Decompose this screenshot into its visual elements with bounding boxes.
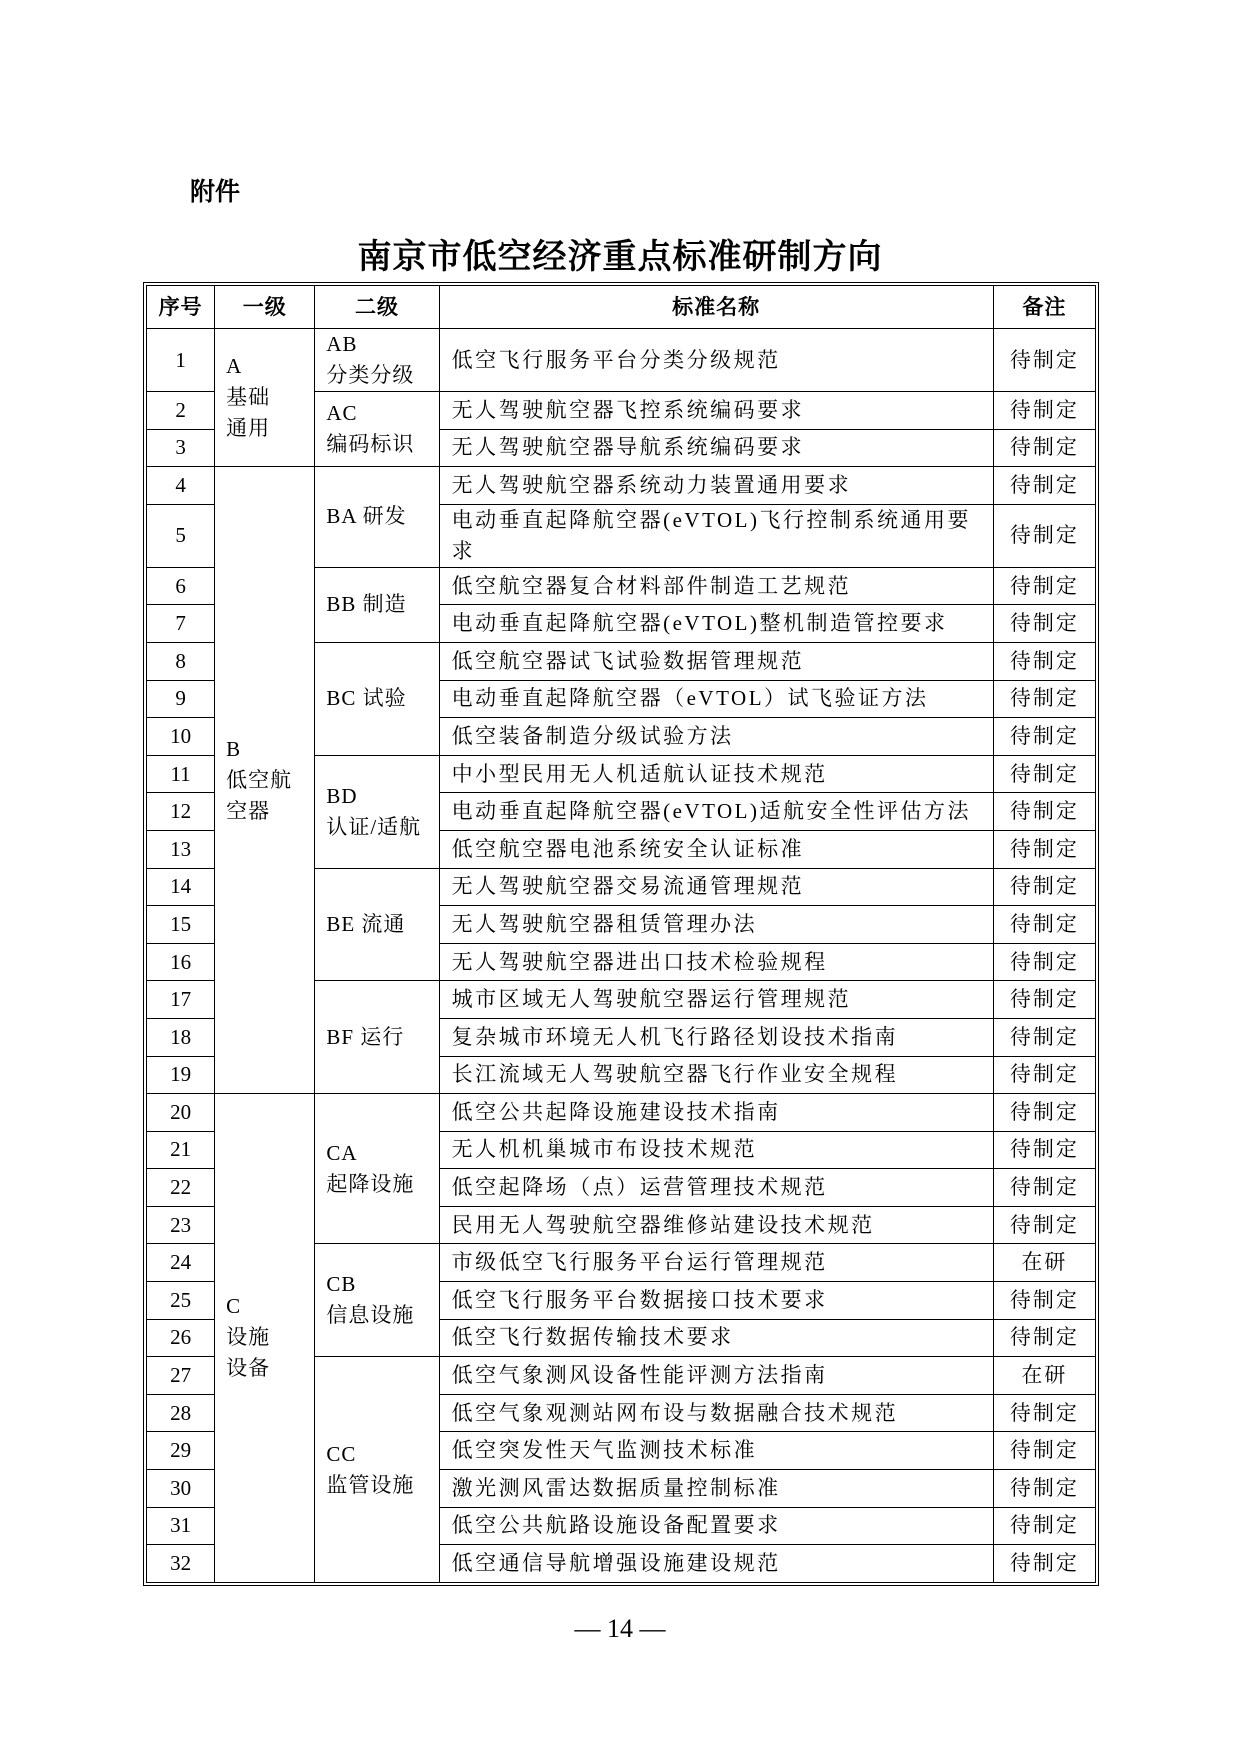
level2-category bbox=[315, 642, 439, 755]
table-row bbox=[147, 467, 1096, 505]
standard-name: 无人驾驶航空器进出口技术检验规程 bbox=[439, 943, 993, 981]
status-note: 待制定 bbox=[993, 1507, 1095, 1545]
row-number: 26 bbox=[147, 1319, 215, 1357]
level2-category-line: 信息设施 bbox=[326, 1303, 415, 1328]
page-number: — 14 — bbox=[574, 1614, 666, 1643]
attachment-label: 附件 bbox=[190, 177, 241, 206]
level2-category-line: 分类分级 bbox=[326, 363, 415, 387]
document-title: 南京市低空经济重点标准研制方向 bbox=[357, 237, 883, 277]
level2-category bbox=[315, 392, 439, 467]
row-number: 16 bbox=[147, 943, 215, 981]
standard-name: 低空航空器复合材料部件制造工艺规范 bbox=[439, 567, 993, 605]
table-body bbox=[147, 329, 1096, 1583]
status-note: 待制定 bbox=[993, 1319, 1095, 1357]
status-note: 待制定 bbox=[993, 429, 1095, 467]
level2-category-line: BC 试验 bbox=[326, 686, 407, 711]
status-note: 待制定 bbox=[993, 392, 1095, 430]
standard-name: 无人驾驶航空器交易流通管理规范 bbox=[439, 868, 993, 906]
row-number: 29 bbox=[147, 1432, 215, 1470]
level1-label-line: 低空航 bbox=[226, 767, 293, 792]
row-number: 1 bbox=[147, 329, 215, 392]
status-note: 待制定 bbox=[993, 1169, 1095, 1207]
status-note: 待制定 bbox=[993, 1470, 1095, 1508]
level2-category-line: BF 运行 bbox=[326, 1024, 405, 1049]
standard-name: 低空飞行数据传输技术要求 bbox=[439, 1319, 993, 1357]
level1-code: A bbox=[226, 354, 243, 379]
standard-name: 低空公共起降设施建设技术指南 bbox=[439, 1094, 993, 1132]
row-number: 18 bbox=[147, 1018, 215, 1056]
standard-name: 中小型民用无人机适航认证技术规范 bbox=[439, 755, 993, 793]
standard-name: 无人机机巢城市布设技术规范 bbox=[439, 1131, 993, 1169]
level2-category bbox=[315, 868, 439, 981]
level2-category bbox=[315, 567, 439, 642]
level2-category-line: CC bbox=[326, 1441, 357, 1466]
level1-code: C bbox=[226, 1294, 242, 1319]
row-number: 12 bbox=[147, 793, 215, 831]
row-number: 17 bbox=[147, 981, 215, 1019]
row-number: 4 bbox=[147, 467, 215, 505]
status-note: 待制定 bbox=[993, 1131, 1095, 1169]
level2-category-line: AC bbox=[326, 401, 358, 426]
row-number: 7 bbox=[147, 605, 215, 643]
level2-category bbox=[315, 981, 439, 1094]
level2-category-line: BE 流通 bbox=[326, 911, 406, 936]
status-note: 待制定 bbox=[993, 504, 1095, 567]
standard-name: 低空通信导航增强设施建设规范 bbox=[439, 1545, 993, 1583]
row-number: 27 bbox=[147, 1357, 215, 1395]
standard-name: 低空航空器电池系统安全认证标准 bbox=[439, 830, 993, 868]
table-header-row bbox=[147, 286, 1096, 329]
standard-name: 低空飞行服务平台数据接口技术要求 bbox=[439, 1282, 993, 1320]
standards-table bbox=[146, 285, 1096, 1583]
standard-name: 低空突发性天气监测技术标准 bbox=[439, 1432, 993, 1470]
standard-name: 低空航空器试飞试验数据管理规范 bbox=[439, 642, 993, 680]
status-note: 待制定 bbox=[993, 329, 1095, 392]
status-note: 待制定 bbox=[993, 680, 1095, 718]
standard-name: 电动垂直起降航空器(eVTOL)整机制造管控要求 bbox=[439, 605, 993, 643]
row-number: 25 bbox=[147, 1282, 215, 1320]
status-note: 待制定 bbox=[993, 605, 1095, 643]
level2-category-line: 认证/适航 bbox=[326, 814, 422, 839]
row-number: 31 bbox=[147, 1507, 215, 1545]
status-note: 待制定 bbox=[993, 793, 1095, 831]
standard-name: 无人驾驶航空器飞控系统编码要求 bbox=[439, 392, 993, 430]
status-note: 待制定 bbox=[993, 755, 1095, 793]
row-number: 8 bbox=[147, 642, 215, 680]
level2-category-line: 起降设施 bbox=[326, 1171, 415, 1196]
standard-name: 无人驾驶航空器租赁管理办法 bbox=[439, 906, 993, 944]
standard-name: 无人驾驶航空器系统动力装置通用要求 bbox=[439, 467, 993, 505]
row-number: 19 bbox=[147, 1056, 215, 1094]
header-standard-name: 标准名称 bbox=[439, 286, 993, 329]
standard-name: 民用无人驾驶航空器维修站建设技术规范 bbox=[439, 1206, 993, 1244]
header-level1: 一级 bbox=[215, 286, 315, 329]
status-note: 待制定 bbox=[993, 567, 1095, 605]
status-note: 待制定 bbox=[993, 1056, 1095, 1094]
status-note: 待制定 bbox=[993, 1432, 1095, 1470]
status-note: 待制定 bbox=[993, 642, 1095, 680]
row-number: 2 bbox=[147, 392, 215, 430]
standard-name: 城市区域无人驾驶航空器运行管理规范 bbox=[439, 981, 993, 1019]
level2-category-line: 监管设施 bbox=[326, 1472, 415, 1497]
row-number: 14 bbox=[147, 868, 215, 906]
level1-category bbox=[215, 1094, 315, 1583]
table-row bbox=[147, 1094, 1096, 1132]
header-note: 备注 bbox=[993, 286, 1095, 329]
status-note: 待制定 bbox=[993, 1206, 1095, 1244]
standard-name: 低空气象观测站网布设与数据融合技术规范 bbox=[439, 1394, 993, 1432]
row-number: 5 bbox=[147, 504, 215, 567]
level1-category bbox=[215, 329, 315, 467]
standard-name: 低空装备制造分级试验方法 bbox=[439, 718, 993, 756]
row-number: 32 bbox=[147, 1545, 215, 1583]
status-note: 待制定 bbox=[993, 1282, 1095, 1320]
status-note: 在研 bbox=[993, 1244, 1095, 1282]
status-note: 待制定 bbox=[993, 830, 1095, 868]
row-number: 3 bbox=[147, 429, 215, 467]
header-level2: 二级 bbox=[315, 286, 439, 329]
standard-name: 电动垂直起降航空器(eVTOL)适航安全性评估方法 bbox=[439, 793, 993, 831]
standard-name: 低空公共航路设施设备配置要求 bbox=[439, 1507, 993, 1545]
level1-code: B bbox=[226, 736, 242, 761]
standard-name: 无人驾驶航空器导航系统编码要求 bbox=[439, 429, 993, 467]
status-note: 待制定 bbox=[993, 718, 1095, 756]
level1-label-line: 设备 bbox=[226, 1356, 271, 1381]
level2-category-line: BB 制造 bbox=[326, 592, 407, 617]
status-note: 待制定 bbox=[993, 1094, 1095, 1132]
level2-category bbox=[315, 467, 439, 568]
table-row bbox=[147, 329, 1096, 392]
row-number: 15 bbox=[147, 906, 215, 944]
row-number: 13 bbox=[147, 830, 215, 868]
row-number: 23 bbox=[147, 1206, 215, 1244]
level1-category bbox=[215, 467, 315, 1094]
level1-label-line: 设施 bbox=[226, 1325, 271, 1350]
row-number: 20 bbox=[147, 1094, 215, 1132]
level2-category-line: CB bbox=[326, 1272, 357, 1297]
standard-name: 市级低空飞行服务平台运行管理规范 bbox=[439, 1244, 993, 1282]
header-no: 序号 bbox=[147, 286, 215, 329]
row-number: 6 bbox=[147, 567, 215, 605]
level2-category-line: BD bbox=[326, 783, 358, 808]
row-number: 22 bbox=[147, 1169, 215, 1207]
standard-name: 电动垂直起降航空器(eVTOL)飞行控制系统通用要求 bbox=[439, 504, 993, 567]
row-number: 28 bbox=[147, 1394, 215, 1432]
level2-category bbox=[315, 329, 439, 392]
standard-name: 长江流域无人驾驶航空器飞行作业安全规程 bbox=[439, 1056, 993, 1094]
standard-name: 低空飞行服务平台分类分级规范 bbox=[439, 329, 993, 392]
standard-name: 电动垂直起降航空器（eVTOL）试飞验证方法 bbox=[439, 680, 993, 718]
level2-category-line: 编码标识 bbox=[326, 432, 415, 457]
status-note: 在研 bbox=[993, 1357, 1095, 1395]
row-number: 24 bbox=[147, 1244, 215, 1282]
level1-label-line: 基础 bbox=[226, 385, 271, 410]
level2-category-line: BA 研发 bbox=[326, 504, 407, 529]
level2-category bbox=[315, 755, 439, 868]
row-number: 10 bbox=[147, 718, 215, 756]
status-note: 待制定 bbox=[993, 1545, 1095, 1583]
level2-category bbox=[315, 1094, 439, 1244]
status-note: 待制定 bbox=[993, 943, 1095, 981]
status-note: 待制定 bbox=[993, 906, 1095, 944]
status-note: 待制定 bbox=[993, 1018, 1095, 1056]
standards-table-frame bbox=[143, 282, 1099, 1586]
level2-category-line: CA bbox=[326, 1140, 358, 1165]
level1-label-line: 通用 bbox=[226, 416, 271, 441]
level2-category bbox=[315, 1357, 439, 1583]
standard-name: 低空气象测风设备性能评测方法指南 bbox=[439, 1357, 993, 1395]
status-note: 待制定 bbox=[993, 1394, 1095, 1432]
row-number: 30 bbox=[147, 1470, 215, 1508]
status-note: 待制定 bbox=[993, 981, 1095, 1019]
level1-label-line: 空器 bbox=[226, 798, 271, 823]
standard-name: 复杂城市环境无人机飞行路径划设技术指南 bbox=[439, 1018, 993, 1056]
row-number: 11 bbox=[147, 755, 215, 793]
level2-category-line: AB bbox=[326, 332, 358, 356]
status-note: 待制定 bbox=[993, 868, 1095, 906]
standard-name: 低空起降场（点）运营管理技术规范 bbox=[439, 1169, 993, 1207]
row-number: 9 bbox=[147, 680, 215, 718]
status-note: 待制定 bbox=[993, 467, 1095, 505]
level2-category bbox=[315, 1244, 439, 1357]
standard-name: 激光测风雷达数据质量控制标准 bbox=[439, 1470, 993, 1508]
row-number: 21 bbox=[147, 1131, 215, 1169]
